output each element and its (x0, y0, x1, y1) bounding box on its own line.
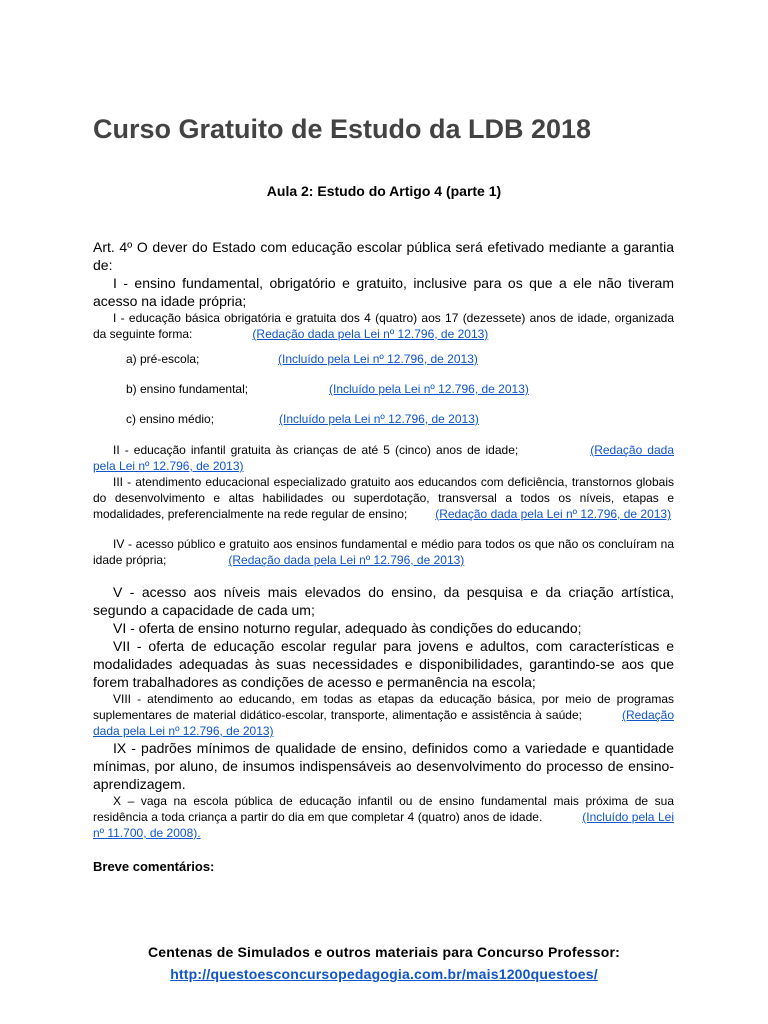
incluido-11700-link[interactable]: (Incluído pela Lei nº 11.700, de 2008). (93, 810, 674, 840)
footer-promo (0, 941, 768, 985)
item-c (93, 411, 674, 427)
redacao-link[interactable]: (Redação dada pela Lei nº 12.796, de 2013) (93, 443, 674, 473)
inciso-1: I - ensino fundamental, obrigatório e gratuito, inclusive para os que a ele não tiveram acesso na idade própria; (93, 275, 674, 309)
incluido-link[interactable]: (Incluído pela Lei nº 12.796, de 2013) (279, 412, 479, 426)
breve-comentarios-heading: Breve comentários: (93, 859, 215, 874)
incluido-link[interactable]: (Incluído pela Lei nº 12.796, de 2013) (278, 352, 478, 366)
page-title: Curso Gratuito de Estudo da LDB 2018 (93, 114, 592, 144)
inciso-8-text: VIII - atendimento ao educando, em todas as etapas da educação básica, por meio de programas suplementares de material didático-escolar, transporte, alimentação e assistência à saúde; (93, 692, 674, 722)
item-a-text: a) pré-escola; (126, 352, 200, 366)
item-b-text: b) ensino fundamental; (126, 382, 249, 396)
redacao-link[interactable]: (Redação dada pela Lei nº 12.796, de 2013) (252, 327, 489, 341)
inciso-8 (93, 691, 674, 739)
inciso-10 (93, 793, 674, 841)
inciso-5: V - acesso aos níveis mais elevados do ensino, da pesquisa e da criação artística, segundo a capacidade de cada um; (93, 584, 674, 618)
redacao-link[interactable]: (Redação dada pela Lei nº 12.796, de 2013) (435, 507, 672, 521)
item-b (93, 381, 674, 397)
inciso-2 (93, 442, 674, 474)
inciso-3 (93, 474, 674, 522)
inciso-2-text: II - educação infantil gratuita às crianças de até 5 (cinco) anos de idade; (113, 443, 519, 457)
inciso-7: VII - oferta de educação escolar regular para jovens e adultos, com características e modalidades adequadas às suas necessidades e disponibilidades, garantindo-se aos que forem trabalhadores as condições de acesso e permanência na escola; (93, 638, 674, 690)
inciso-1-new (93, 310, 674, 342)
article-content (93, 238, 674, 874)
lesson-subtitle: Aula 2: Estudo do Artigo 4 (parte 1) (266, 183, 502, 199)
footer-text: Centenas de Simulados e outros materiais para Concurso Professor: (147, 944, 621, 960)
item-c-text: c) ensino médio; (126, 412, 215, 426)
incluido-link[interactable]: (Incluído pela Lei nº 12.796, de 2013) (329, 382, 529, 396)
inciso-4 (93, 536, 674, 568)
redacao-link[interactable]: (Redação dada pela Lei nº 12.796, de 2013) (93, 708, 674, 738)
inciso-6: VI - oferta de ensino noturno regular, adequado às condições do educando; (113, 620, 582, 636)
article-intro: Art. 4º O dever do Estado com educação escolar pública será efetivado mediante a garantia de: (93, 239, 674, 273)
inciso-10-text: X – vaga na escola pública de educação infantil ou de ensino fundamental mais próxima de sua residência a toda criança a partir do dia em que completar 4 (quatro) anos de idade. (93, 794, 674, 824)
inciso-4-text: IV - acesso público e gratuito aos ensinos fundamental e médio para todos os que não os concluíram na idade própria; (93, 537, 674, 567)
item-a (93, 351, 674, 367)
inciso-3-text: III - atendimento educacional especializado gratuito aos educandos com deficiência, transtornos globais do desenvolvimento e altas habilidades ou superdotação, transversal a todos os níveis, etapas e modalidades, preferencialmente na rede regular de ensino; (93, 475, 674, 521)
footer-link[interactable]: http://questoesconcursopedagogia.com.br/mais1200questoes/ (170, 966, 598, 982)
inciso-9: IX - padrões mínimos de qualidade de ensino, definidos como a variedade e quantidade mínimas, por aluno, de insumos indispensáveis ao desenvolvimento do processo de ensino-aprendizagem. (93, 740, 674, 792)
inciso-1-new-text: I - educação básica obrigatória e gratuita dos 4 (quatro) aos 17 (dezessete) anos de idade, organizada da seguinte forma: (93, 311, 674, 341)
redacao-link[interactable]: (Redação dada pela Lei nº 12.796, de 2013) (228, 553, 465, 567)
